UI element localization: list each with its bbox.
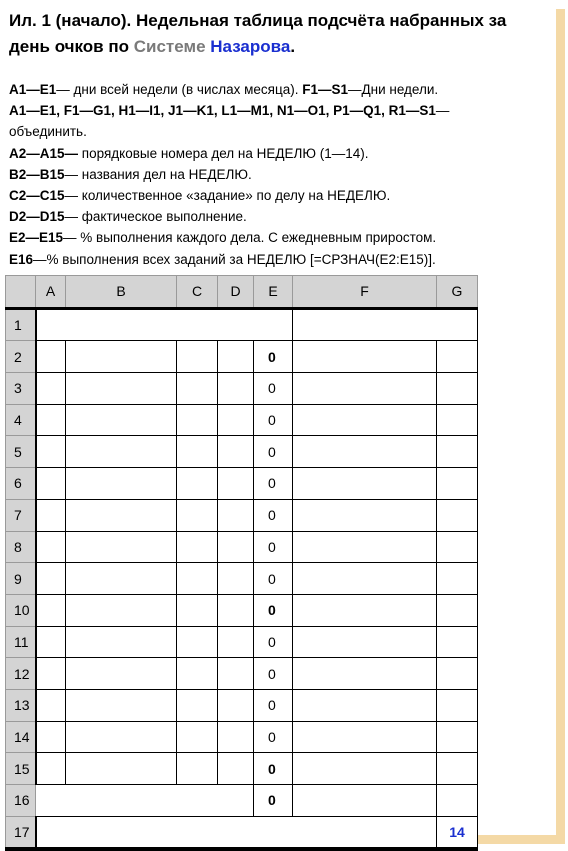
- cell-d13[interactable]: [218, 689, 254, 721]
- cell-d9[interactable]: [218, 563, 254, 595]
- sheet-row: [6, 436, 478, 468]
- cell-f15[interactable]: [293, 753, 437, 785]
- cell-b7[interactable]: [66, 499, 177, 531]
- row-header-9[interactable]: 9: [6, 563, 36, 595]
- description-text: — % выполнения каждого дела. С ежедневным приростом.: [63, 230, 437, 246]
- cell-d4[interactable]: [218, 404, 254, 436]
- cell-a5[interactable]: [36, 436, 66, 468]
- description-text: —Дни недели.: [348, 82, 439, 97]
- description-line: [9, 185, 554, 206]
- description-text: — количественное «задание» по делу на НЕДЕЛЮ.: [64, 188, 391, 204]
- sheet-row: [6, 373, 478, 405]
- cell-d2[interactable]: [218, 341, 254, 373]
- cell-f9[interactable]: [293, 563, 437, 595]
- description-text: — дни всей недели (в числах месяца).: [56, 82, 303, 97]
- cell-e13[interactable]: 0: [254, 689, 293, 721]
- cell-e2[interactable]: 0: [254, 341, 293, 373]
- column-header-b[interactable]: B: [66, 276, 177, 309]
- cell-e9[interactable]: 0: [254, 563, 293, 595]
- description-line: [9, 121, 554, 142]
- cell-a1-e1-merged[interactable]: [36, 308, 293, 341]
- description-text: — фактическое выполнение.: [64, 209, 247, 225]
- cell-f16[interactable]: [293, 785, 437, 817]
- cell-c7[interactable]: [177, 499, 218, 531]
- title-system-word: Системе: [133, 37, 206, 56]
- cell-a16[interactable]: [36, 785, 66, 817]
- cell-b6[interactable]: [66, 468, 177, 500]
- sheet-row: [6, 753, 478, 785]
- description-text: объединить.: [9, 124, 87, 140]
- cell-c8[interactable]: [177, 531, 218, 563]
- row-header-16[interactable]: 16: [6, 785, 36, 817]
- cell-g16[interactable]: [437, 785, 478, 817]
- cell-f10[interactable]: [293, 594, 437, 626]
- cell-e10[interactable]: 0: [254, 594, 293, 626]
- cell-b5[interactable]: [66, 436, 177, 468]
- sheet-row: [6, 499, 478, 531]
- cell-c3[interactable]: [177, 373, 218, 405]
- column-header-a[interactable]: A: [36, 276, 66, 309]
- cell-a10[interactable]: [36, 594, 66, 626]
- cell-d3[interactable]: [218, 373, 254, 405]
- cell-c13[interactable]: [177, 689, 218, 721]
- row-header-12[interactable]: 12: [6, 658, 36, 690]
- column-header-g[interactable]: G: [437, 276, 478, 309]
- cell-b4[interactable]: [66, 404, 177, 436]
- sheet-row: [6, 563, 478, 595]
- title-text: Ил. 1 (начало). Недельная таблица подсчёта набранных за день очков по: [9, 11, 507, 56]
- cell-g5[interactable]: [437, 436, 478, 468]
- cell-b9[interactable]: [66, 563, 177, 595]
- cell-e11[interactable]: 0: [254, 626, 293, 658]
- cell-a6[interactable]: [36, 468, 66, 500]
- cell-f1[interactable]: [293, 308, 437, 341]
- cell-f8[interactable]: [293, 531, 437, 563]
- cell-f5[interactable]: [293, 436, 437, 468]
- cell-b13[interactable]: [66, 689, 177, 721]
- cell-a9[interactable]: [36, 563, 66, 595]
- row-header-6[interactable]: 6: [6, 468, 36, 500]
- cell-g11[interactable]: [437, 626, 478, 658]
- sheet-row: [6, 816, 478, 849]
- row-header-8[interactable]: 8: [6, 531, 36, 563]
- cell-c5[interactable]: [177, 436, 218, 468]
- cell-b16[interactable]: [66, 785, 177, 817]
- description-line: [9, 143, 554, 164]
- cell-range-label: A1—E1, F1—G1, H1—I1, J1—K1, L1—M1, N1—O1, P1—Q1, R1—S1: [9, 103, 436, 119]
- description-line: [9, 227, 554, 248]
- sheet-row: [6, 785, 478, 817]
- cell-g3[interactable]: [437, 373, 478, 405]
- sheet-row: [6, 689, 478, 721]
- cell-b14[interactable]: [66, 721, 177, 753]
- cell-f2[interactable]: [293, 341, 437, 373]
- description-line: [9, 79, 554, 100]
- cell-a3[interactable]: [36, 373, 66, 405]
- cell-f14[interactable]: [293, 721, 437, 753]
- cell-a13[interactable]: [36, 689, 66, 721]
- cell-f6[interactable]: [293, 468, 437, 500]
- cell-b15[interactable]: [66, 753, 177, 785]
- sheet-row: [6, 468, 478, 500]
- cell-range-label: A2—A15—: [9, 145, 79, 161]
- cell-e5[interactable]: 0: [254, 436, 293, 468]
- row-header-7[interactable]: 7: [6, 499, 36, 531]
- cell-g9[interactable]: [437, 563, 478, 595]
- cell-c6[interactable]: [177, 468, 218, 500]
- cell-d14[interactable]: [218, 721, 254, 753]
- row-header-17[interactable]: 17: [6, 816, 36, 849]
- column-header-e[interactable]: E: [254, 276, 293, 309]
- cell-a11[interactable]: [36, 626, 66, 658]
- row-header-10[interactable]: 10: [6, 594, 36, 626]
- row-header-1[interactable]: 1: [6, 308, 36, 341]
- row-header-3[interactable]: 3: [6, 373, 36, 405]
- spreadsheet: [5, 275, 478, 851]
- sheet-row: [6, 308, 478, 341]
- cell-range-label: F1—S1: [302, 82, 348, 97]
- cell-d5[interactable]: [218, 436, 254, 468]
- cell-a8[interactable]: [36, 531, 66, 563]
- cell-c2[interactable]: [177, 341, 218, 373]
- description-block: [9, 79, 554, 270]
- cell-g1[interactable]: [437, 308, 478, 341]
- cell-c10[interactable]: [177, 594, 218, 626]
- row-header-4[interactable]: 4: [6, 404, 36, 436]
- row-header-13[interactable]: 13: [6, 689, 36, 721]
- cell-a2[interactable]: [36, 341, 66, 373]
- cell-b3[interactable]: [66, 373, 177, 405]
- cell-range-label: D2—D15: [9, 209, 65, 225]
- cell-d15[interactable]: [218, 753, 254, 785]
- row-header-15[interactable]: 15: [6, 753, 36, 785]
- cell-d6[interactable]: [218, 468, 254, 500]
- cell-g7[interactable]: [437, 499, 478, 531]
- column-header-d[interactable]: D: [218, 276, 254, 309]
- cell-f7[interactable]: [293, 499, 437, 531]
- cell-range-label: B2—B15: [9, 166, 65, 182]
- cell-g4[interactable]: [437, 404, 478, 436]
- cell-b2[interactable]: [66, 341, 177, 373]
- cell-d11[interactable]: [218, 626, 254, 658]
- description-text: — названия дел на НЕДЕЛЮ.: [64, 166, 252, 182]
- cell-f13[interactable]: [293, 689, 437, 721]
- column-header-row: [6, 276, 478, 309]
- cell-e12[interactable]: 0: [254, 658, 293, 690]
- cell-e14[interactable]: 0: [254, 721, 293, 753]
- sheet-row: [6, 626, 478, 658]
- cell-d16[interactable]: [218, 785, 254, 817]
- cell-range-label: A1—E1: [9, 82, 57, 97]
- cell-e4[interactable]: 0: [254, 404, 293, 436]
- cell-a12[interactable]: [36, 658, 66, 690]
- cell-d10[interactable]: [218, 594, 254, 626]
- row-header-2[interactable]: 2: [6, 341, 36, 373]
- cell-g12[interactable]: [437, 658, 478, 690]
- cell-c15[interactable]: [177, 753, 218, 785]
- cell-b10[interactable]: [66, 594, 177, 626]
- cell-c16[interactable]: [177, 785, 218, 817]
- cell-range-label: E16: [9, 251, 34, 267]
- cell-c9[interactable]: [177, 563, 218, 595]
- cell-f4[interactable]: [293, 404, 437, 436]
- description-text: —% выполнения всех заданий за НЕДЕЛЮ [=СРЗНАЧ(E2:E15)].: [33, 251, 436, 267]
- row-header-5[interactable]: 5: [6, 436, 36, 468]
- cell-c14[interactable]: [177, 721, 218, 753]
- cell-e15[interactable]: 0: [254, 753, 293, 785]
- cell-g10[interactable]: [437, 594, 478, 626]
- description-text: порядковые номера дел на НЕДЕЛЮ (1—14).: [78, 145, 369, 161]
- cell-f3[interactable]: [293, 373, 437, 405]
- row-header-14[interactable]: 14: [6, 721, 36, 753]
- cell-e6[interactable]: 0: [254, 468, 293, 500]
- cell-e3[interactable]: 0: [254, 373, 293, 405]
- cell-c11[interactable]: [177, 626, 218, 658]
- cell-b12[interactable]: [66, 658, 177, 690]
- sheet-row: [6, 721, 478, 753]
- cell-d8[interactable]: [218, 531, 254, 563]
- description-line: [9, 100, 554, 121]
- title-suffix: .: [290, 37, 296, 56]
- column-header-c[interactable]: C: [177, 276, 218, 309]
- cell-g13[interactable]: [437, 689, 478, 721]
- cell-e8[interactable]: 0: [254, 531, 293, 563]
- cell-d12[interactable]: [218, 658, 254, 690]
- cell-f11[interactable]: [293, 626, 437, 658]
- cell-d7[interactable]: [218, 499, 254, 531]
- cell-g8[interactable]: [437, 531, 478, 563]
- row-header-11[interactable]: 11: [6, 626, 36, 658]
- figure-title: [9, 8, 549, 60]
- sheet-row: [6, 531, 478, 563]
- cell-range-label: E2—E15: [9, 230, 64, 246]
- cell-a14[interactable]: [36, 721, 66, 753]
- description-line: [9, 206, 554, 227]
- cell-a4[interactable]: [36, 404, 66, 436]
- cell-g6[interactable]: [437, 468, 478, 500]
- title-author: Назарова: [210, 37, 291, 56]
- cell-f12[interactable]: [293, 658, 437, 690]
- description-text: —: [435, 103, 450, 119]
- cell-a7[interactable]: [36, 499, 66, 531]
- cell-g17[interactable]: 14: [437, 816, 478, 849]
- sheet-row: [6, 658, 478, 690]
- cell-e7[interactable]: 0: [254, 499, 293, 531]
- cell-b11[interactable]: [66, 626, 177, 658]
- cell-g2[interactable]: [437, 341, 478, 373]
- cell-a15[interactable]: [36, 753, 66, 785]
- cell-c12[interactable]: [177, 658, 218, 690]
- cell-e16[interactable]: 0: [254, 785, 293, 817]
- description-line: [9, 164, 554, 185]
- cell-g15[interactable]: [437, 753, 478, 785]
- cell-a17-f17[interactable]: [36, 816, 437, 849]
- corner-cell[interactable]: [6, 276, 36, 309]
- cell-c4[interactable]: [177, 404, 218, 436]
- cell-g14[interactable]: [437, 721, 478, 753]
- sheet-row: [6, 594, 478, 626]
- sheet-row: [6, 404, 478, 436]
- column-header-f[interactable]: F: [293, 276, 437, 309]
- description-line: [9, 249, 554, 270]
- cell-b8[interactable]: [66, 531, 177, 563]
- sheet-row: [6, 341, 478, 373]
- cell-range-label: C2—C15: [9, 188, 65, 204]
